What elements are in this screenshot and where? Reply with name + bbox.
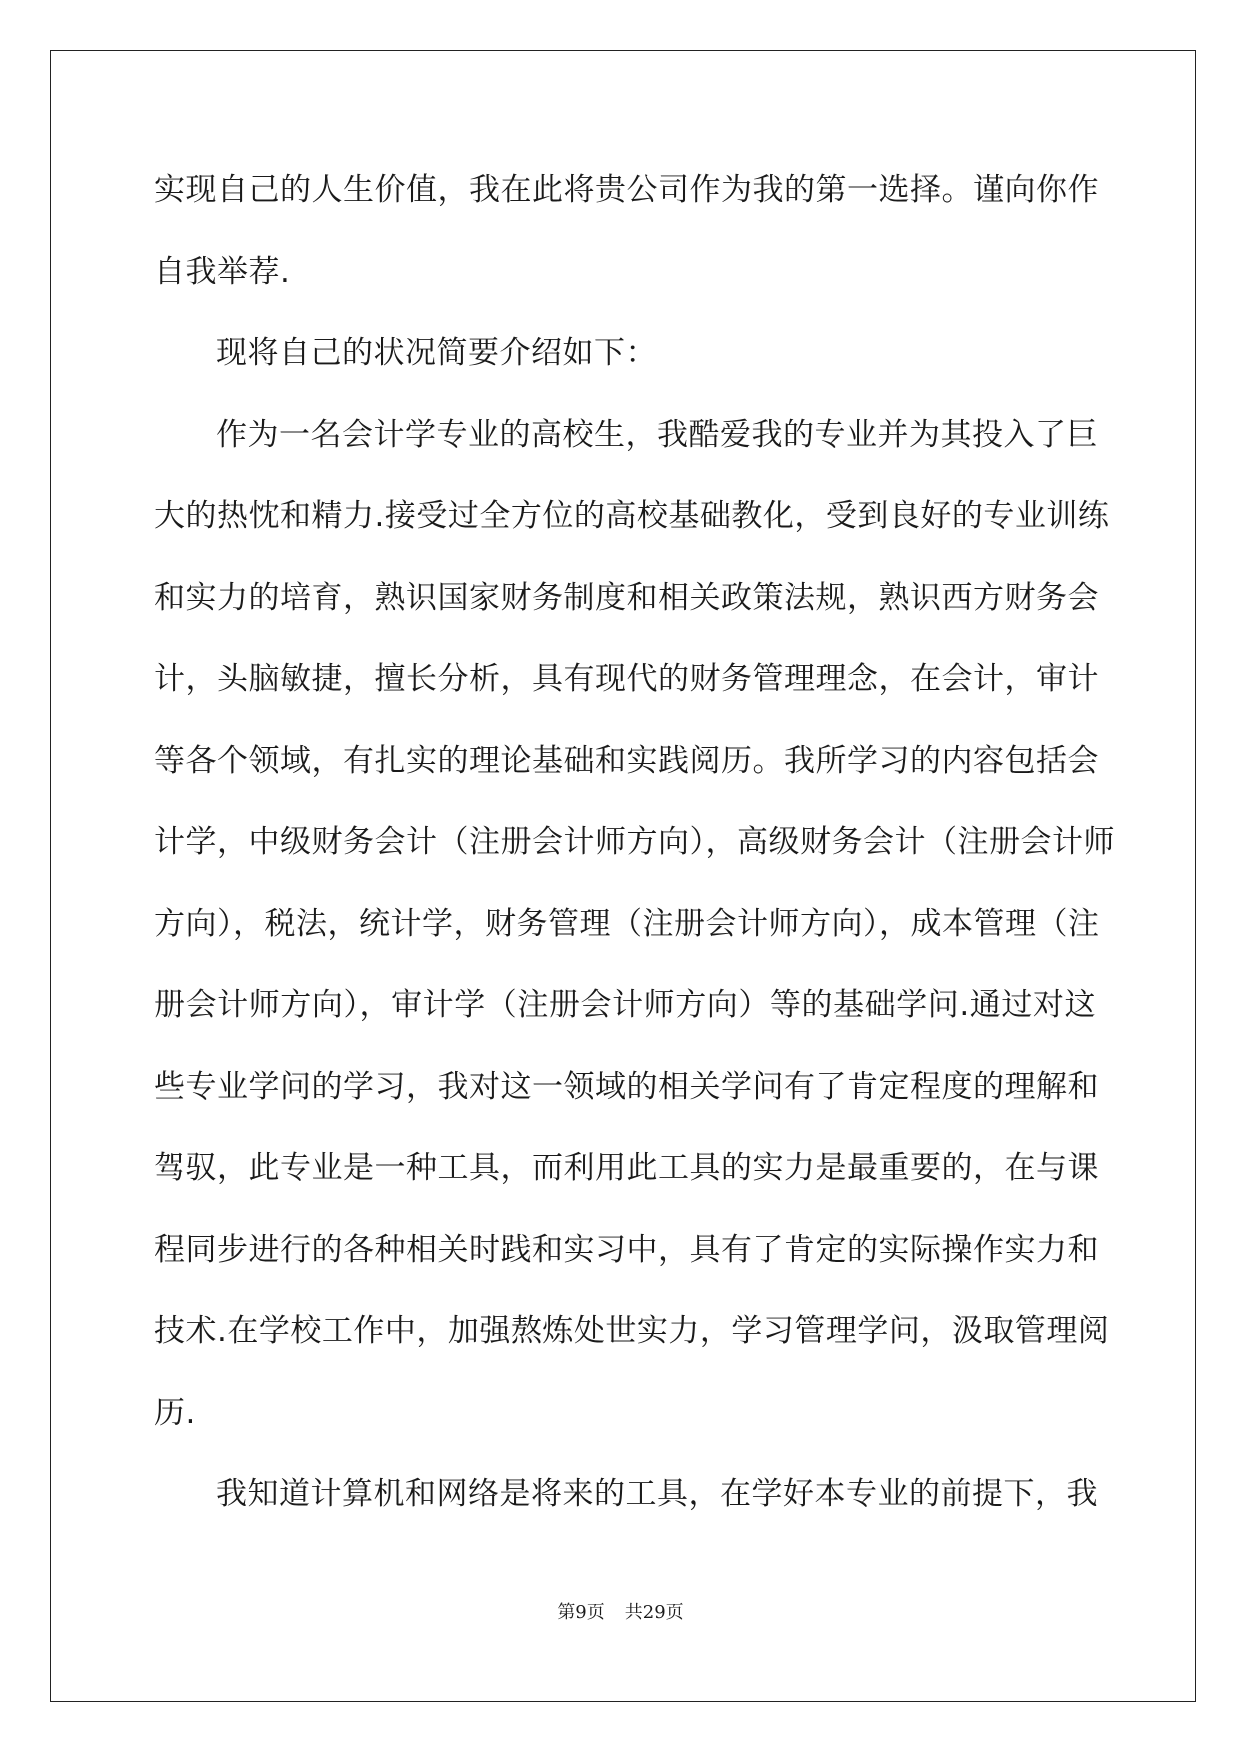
text-line: 现将自己的状况简要介绍如下：: [216, 335, 657, 371]
text-line: 历.: [154, 1394, 196, 1431]
text-line: 大的热忱和精力.接受过全方位的高校基础教化，受到良好的专业训练: [154, 498, 1110, 534]
text-line: 驾驭，此专业是一种工具，而利用此工具的实力是最重要的，在与课: [154, 1150, 1099, 1186]
text-line: 我知道计算机和网络是将来的工具，在学好本专业的前提下，我: [216, 1476, 1098, 1512]
page-number: 第9页: [557, 1602, 605, 1623]
document-body: [154, 157, 1115, 1543]
text-line: 方向），税法，统计学，财务管理（注册会计师方向），成本管理（注: [154, 905, 1100, 942]
text-line: 些专业学问的学习，我对这一领域的相关学问有了肯定程度的理解和: [154, 1068, 1099, 1105]
text-line: 作为一名会计学专业的高校生，我酷爱我的专业并为其投入了巨: [216, 416, 1098, 453]
text-line: 册会计师方向），审计学（注册会计师方向）等的基础学问.通过对这: [154, 987, 1096, 1023]
text-line: 计学，中级财务会计（注册会计师方向），高级财务会计（注册会计师: [154, 824, 1115, 860]
page-footer: [0, 1598, 1241, 1624]
text-line: 技术.在学校工作中，加强熬炼处世实力，学习管理学问，汲取管理阅: [154, 1313, 1110, 1349]
text-line: 自我举荐.: [154, 253, 291, 290]
text-line: 等各个领域，有扎实的理论基础和实践阅历。我所学习的内容包括会: [154, 742, 1099, 779]
text-line: 计，头脑敏捷，擅长分析，具有现代的财务管理理念，在会计，审计: [154, 661, 1099, 697]
text-line: 实现自己的人生价值，我在此将贵公司作为我的第一选择。谨向你作: [154, 172, 1099, 208]
text-line: 程同步进行的各种相关时践和实习中，具有了肯定的实际操作实力和: [154, 1231, 1099, 1268]
page-total: 共29页: [624, 1602, 684, 1623]
text-line: 和实力的培育，熟识国家财务制度和相关政策法规，熟识西方财务会: [154, 579, 1099, 616]
